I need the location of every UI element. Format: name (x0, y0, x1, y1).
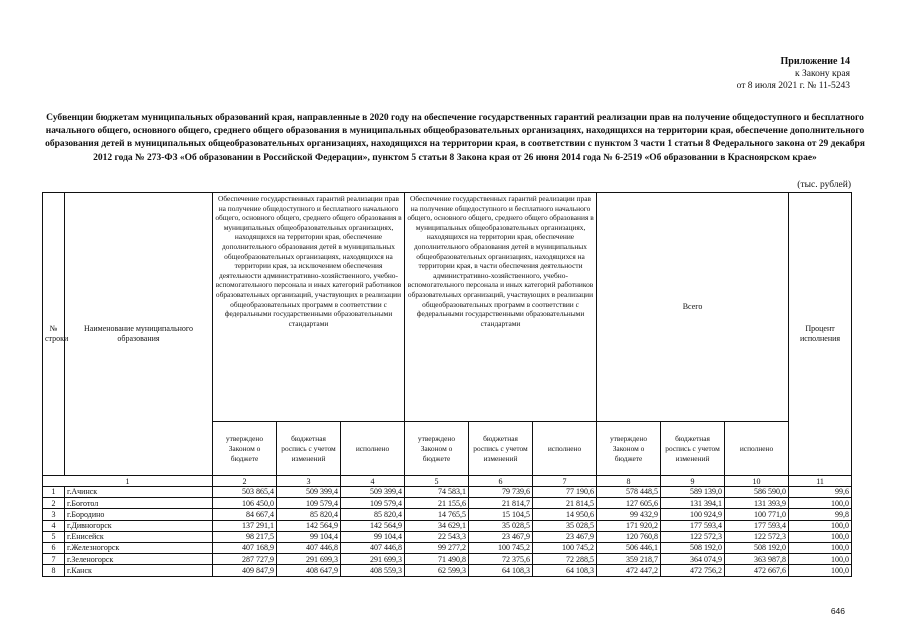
table-row (43, 565, 852, 576)
cell-value: 578 448,5 (597, 487, 661, 498)
header-percent-executed: Процент исполнения (789, 193, 852, 476)
cell-value: 35 028,5 (533, 520, 597, 531)
row-number: 7 (43, 554, 65, 565)
table-row (43, 542, 852, 553)
header-approved-3: утверждено Законом о бюджете (597, 422, 661, 476)
cell-value: 472 756,2 (661, 565, 725, 576)
header-executed-2: исполнено (533, 422, 597, 476)
table-row (43, 554, 852, 565)
cell-value: 122 572,3 (725, 531, 789, 542)
cell-value: 109 579,4 (277, 498, 341, 509)
cell-value: 287 727,9 (213, 554, 277, 565)
column-number-row (43, 476, 852, 487)
municipality-name: г.Бородино (65, 509, 213, 520)
cell-value: 408 559,3 (341, 565, 405, 576)
row-number: 5 (43, 531, 65, 542)
header-group-total: Всего (597, 193, 789, 422)
column-number: 11 (789, 476, 852, 487)
cell-percent: 100,0 (789, 498, 852, 509)
municipality-name: г.Боготол (65, 498, 213, 509)
header-executed-1: исполнено (341, 422, 405, 476)
cell-value: 64 108,3 (533, 565, 597, 576)
column-number: 7 (533, 476, 597, 487)
cell-value: 74 583,1 (405, 487, 469, 498)
cell-value: 99 104,4 (277, 531, 341, 542)
cell-value: 72 375,6 (469, 554, 533, 565)
cell-value: 508 192,0 (725, 542, 789, 553)
page-number: 646 (830, 606, 845, 616)
table-row (43, 487, 852, 498)
cell-value: 472 447,2 (597, 565, 661, 576)
cell-value: 359 218,7 (597, 554, 661, 565)
cell-value: 34 629,1 (405, 520, 469, 531)
cell-value: 22 543,3 (405, 531, 469, 542)
cell-value: 79 739,6 (469, 487, 533, 498)
header-group-guarantees-main: Обеспечение государственных гарантий реализации прав на получение общедоступного и бесплатного начального общего, основного общего, среднего общего образования в муниципальных общеобразовательных организациях, находящихся на территории края, обеспечение дополнительного образования детей в муниципальных общеобразовательных организациях, находящихся на территории края, за исключением обеспечения деятельности административно-хозяйственного, учебно-вспомогательного персонала и иных категорий работников образовательных организаций, участвующих в реализации общеобразовательных программ в соответствии с федеральными государственными образовательными стандартами (213, 193, 405, 422)
header-schedule-3: бюджетная роспись с учетом изменений (661, 422, 725, 476)
cell-percent: 100,0 (789, 531, 852, 542)
row-number: 3 (43, 509, 65, 520)
cell-value: 71 490,8 (405, 554, 469, 565)
header-approved-2: утверждено Законом о бюджете (405, 422, 469, 476)
cell-value: 21 814,7 (469, 498, 533, 509)
table-row (43, 531, 852, 542)
cell-value: 99 432,9 (597, 509, 661, 520)
cell-percent: 99,8 (789, 509, 852, 520)
cell-value: 127 605,6 (597, 498, 661, 509)
column-number: 4 (341, 476, 405, 487)
cell-value: 363 987,8 (725, 554, 789, 565)
cell-value: 291 699,3 (277, 554, 341, 565)
cell-value: 506 446,1 (597, 542, 661, 553)
municipality-name: г.Зеленогорск (65, 554, 213, 565)
cell-value: 177 593,4 (661, 520, 725, 531)
cell-percent: 100,0 (789, 554, 852, 565)
cell-value: 23 467,9 (469, 531, 533, 542)
cell-value: 509 399,4 (277, 487, 341, 498)
row-number: 6 (43, 542, 65, 553)
column-number: 3 (277, 476, 341, 487)
cell-percent: 100,0 (789, 520, 852, 531)
cell-value: 84 667,4 (213, 509, 277, 520)
cell-value: 98 217,5 (213, 531, 277, 542)
table-row (43, 509, 852, 520)
municipality-name: г.Ачинск (65, 487, 213, 498)
column-number: 6 (469, 476, 533, 487)
column-number: 5 (405, 476, 469, 487)
cell-percent: 99,6 (789, 487, 852, 498)
cell-value: 589 139,0 (661, 487, 725, 498)
appendix-block (590, 56, 850, 92)
row-number: 1 (43, 487, 65, 498)
cell-value: 122 572,3 (661, 531, 725, 542)
header-row-number: № строки (43, 193, 65, 476)
column-number: 2 (213, 476, 277, 487)
cell-value: 62 599,3 (405, 565, 469, 576)
cell-value: 35 028,5 (469, 520, 533, 531)
cell-value: 109 579,4 (341, 498, 405, 509)
cell-value: 171 920,2 (597, 520, 661, 531)
cell-value: 77 190,6 (533, 487, 597, 498)
header-approved-1: утверждено Законом о бюджете (213, 422, 277, 476)
cell-value: 407 168,9 (213, 542, 277, 553)
cell-value: 100 771,0 (725, 509, 789, 520)
cell-value: 15 104,5 (469, 509, 533, 520)
cell-value: 142 564,9 (277, 520, 341, 531)
cell-value: 509 399,4 (341, 487, 405, 498)
header-group-guarantees-support-staff: Обеспечение государственных гарантий реализации прав на получение общедоступного и бесплатного начального общего, основного общего, среднего общего образования в муниципальных общеобразовательных организациях, находящихся на территории края, обеспечение дополнительного образования детей в муниципальных общеобразовательных организациях, находящихся на территории края, в части обеспечения деятельности административно-хозяйственного, учебно-вспомогательного персонала и иных категорий работников образовательных организаций, участвующих в реализации общеобразовательных программ в соответствии с федеральными государственными образовательными стандартами (405, 193, 597, 422)
row-number: 8 (43, 565, 65, 576)
cell-value: 64 108,3 (469, 565, 533, 576)
appendix-title: Приложение 14 (780, 56, 850, 67)
cell-value: 100 745,2 (469, 542, 533, 553)
cell-value: 503 865,4 (213, 487, 277, 498)
header-executed-3: исполнено (725, 422, 789, 476)
cell-value: 137 291,1 (213, 520, 277, 531)
table-body (43, 487, 852, 577)
cell-value: 407 446,8 (277, 542, 341, 553)
cell-value: 291 699,3 (341, 554, 405, 565)
cell-value: 100 924,9 (661, 509, 725, 520)
table-row (43, 498, 852, 509)
cell-value: 508 192,0 (661, 542, 725, 553)
appendix-law-ref: к Закону края (794, 69, 850, 79)
cell-value: 85 820,4 (341, 509, 405, 520)
cell-value: 409 847,9 (213, 565, 277, 576)
municipality-name: г.Енисейск (65, 531, 213, 542)
municipality-name: г.Канск (65, 565, 213, 576)
cell-value: 14 765,5 (405, 509, 469, 520)
cell-value: 364 074,9 (661, 554, 725, 565)
subvention-table (42, 192, 852, 577)
cell-value: 21 155,6 (405, 498, 469, 509)
cell-value: 177 593,4 (725, 520, 789, 531)
cell-value: 131 393,9 (725, 498, 789, 509)
cell-value: 100 745,2 (533, 542, 597, 553)
cell-value: 72 288,5 (533, 554, 597, 565)
row-number: 2 (43, 498, 65, 509)
column-number: 9 (661, 476, 725, 487)
units-label: (тыс. рублей) (797, 180, 851, 190)
column-number: 8 (597, 476, 661, 487)
cell-value: 23 467,9 (533, 531, 597, 542)
header-schedule-2: бюджетная роспись с учетом изменений (469, 422, 533, 476)
cell-value: 21 814,5 (533, 498, 597, 509)
cell-value: 99 277,2 (405, 542, 469, 553)
header-schedule-1: бюджетная роспись с учетом изменений (277, 422, 341, 476)
cell-value: 85 820,4 (277, 509, 341, 520)
municipality-name: г.Железногорск (65, 542, 213, 553)
column-number: 1 (43, 476, 213, 487)
document-title: Субвенции бюджетам муниципальных образований края, направленные в 2020 году на обеспечение государственных гарантий реализации прав на получение общедоступного и бесплатного начального общего, основного общего, среднего общего образования в муниципальных общеобразовательных организациях, находящихся на территории края, обеспечение дополнительного образования детей в муниципальных общеобразовательных организациях, находящихся на территории края, в соответствии с пунктом 3 части 1 статьи 8 Федерального закона от 29 декабря 2012 года № 273-ФЗ «Об образовании в Российской Федерации», пунктом 5 статьи 8 Закона края от 26 июня 2014 года № 6-2519 «Об образовании в Красноярском крае» (45, 113, 865, 163)
row-number: 4 (43, 520, 65, 531)
cell-percent: 100,0 (789, 542, 852, 553)
cell-value: 131 394,1 (661, 498, 725, 509)
cell-value: 142 564,9 (341, 520, 405, 531)
cell-value: 472 667,6 (725, 565, 789, 576)
cell-value: 99 104,4 (341, 531, 405, 542)
cell-value: 407 446,8 (341, 542, 405, 553)
header-municipality-name: Наименование муниципального образования (65, 193, 213, 476)
municipality-name: г.Дивногорск (65, 520, 213, 531)
cell-value: 14 950,6 (533, 509, 597, 520)
cell-percent: 100,0 (789, 565, 852, 576)
cell-value: 106 450,0 (213, 498, 277, 509)
cell-value: 408 647,9 (277, 565, 341, 576)
column-number: 10 (725, 476, 789, 487)
table-row (43, 520, 852, 531)
cell-value: 120 760,8 (597, 531, 661, 542)
appendix-law-date: от 8 июля 2021 г. № 11-5243 (736, 81, 850, 91)
cell-value: 586 590,0 (725, 487, 789, 498)
